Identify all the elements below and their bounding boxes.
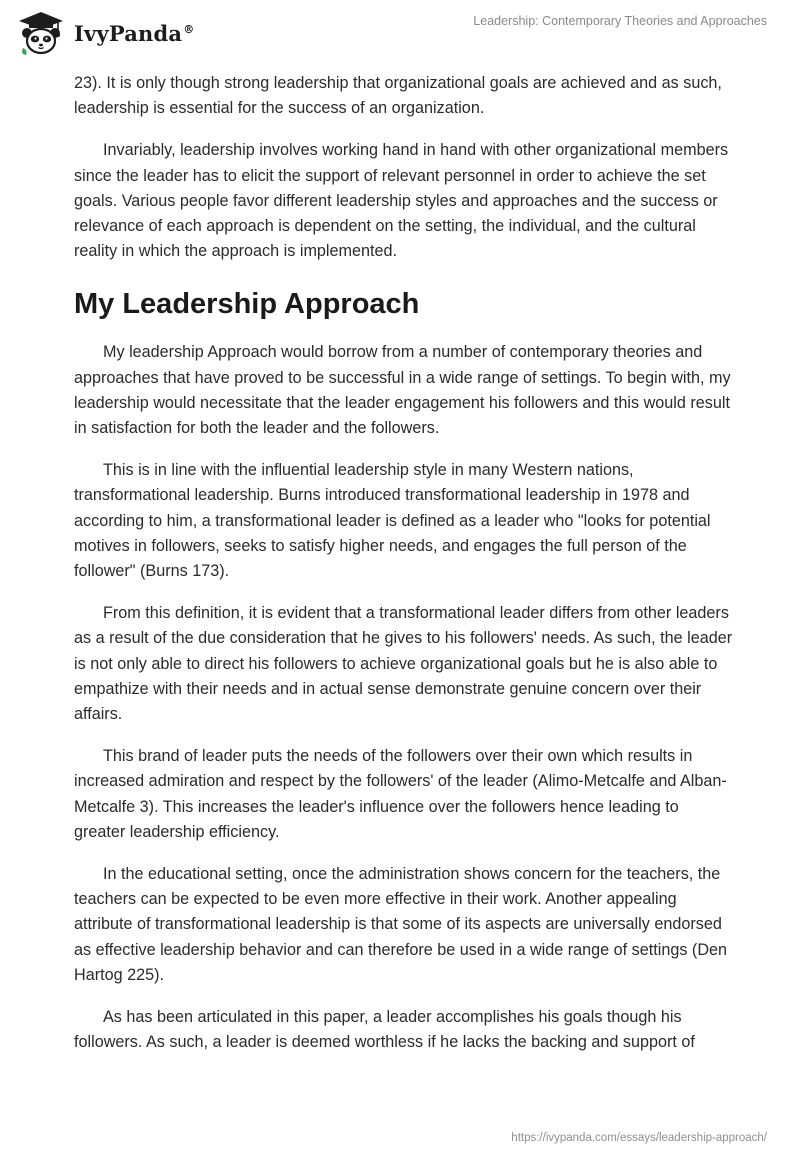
- essay-body: [74, 71, 734, 1056]
- paragraph: 23). It is only though strong leadership that organizational goals are achieved and as such, leadership is essential for the success of an organization.: [74, 74, 722, 118]
- brand-name: IvyPanda®: [74, 20, 195, 46]
- paragraph: My leadership Approach would borrow from a number of contemporary theories and approaches that have proved to be successful in a wide range of settings. To begin with, my leadership would necessitate that the leader engagement his followers and this would result in satisfaction for both the leader and the followers.: [74, 343, 731, 438]
- paragraph: This is in line with the influential leadership style in many Western nations, transformational leadership. Burns introduced transformational leadership in 1978 and according to him, a transformational leader is defined as a leader who "looks for potential motives in followers, seeks to satisfy higher needs, and engages the full person of the follower" (Burns 173).: [74, 461, 711, 581]
- document-title: Leadership: Contemporary Theories and Approaches: [473, 14, 767, 28]
- page-header: [0, 0, 800, 70]
- paragraph: In the educational setting, once the administration shows concern for the teachers, the teachers can be expected to be even more effective in their work. Another appealing attribute of transformational leadership is that some of its aspects are universally endorsed as effective leadership behavior and can therefore be used in a wide range of settings (Den Hartog 225).: [74, 865, 728, 984]
- paragraph: This brand of leader puts the needs of the followers over their own which results in increased admiration and respect by the followers' of the leader (Alimo-Metcalfe and Alban-Metcalfe 3). This increases the leader's influence over the followers hence leading to greater leadership efficiency.: [74, 747, 727, 841]
- panda-graduation-icon: [16, 10, 66, 56]
- ivypanda-logo[interactable]: [16, 10, 194, 56]
- registered-mark: ®: [183, 22, 195, 36]
- paragraph: Invariably, leadership involves working hand in hand with other organizational members since the leader has to elicit the support of relevant personnel in order to achieve the set goals. Various people favor different leadership styles and approaches and the success or relevance of each approach is dependent on the setting, the individual, and the cultural reality in which the approach is implemented.: [74, 141, 729, 261]
- paragraph: As has been articulated in this paper, a leader accomplishes his goals though his followers. As such, a leader is deemed worthless if he lacks the backing and support of: [74, 1008, 695, 1052]
- paragraph: From this definition, it is evident that a transformational leader differs from other leaders as a result of the due consideration that he gives to his followers' needs. As such, the leader is not only able to direct his followers to achieve organizational goals but he is also able to empathize with their needs and in actual sense demonstrate genuine concern over their affairs.: [74, 604, 733, 724]
- source-url-link[interactable]: https://ivypanda.com/essays/leadership-approach/: [511, 1132, 767, 1144]
- section-heading: My Leadership Approach: [74, 288, 420, 321]
